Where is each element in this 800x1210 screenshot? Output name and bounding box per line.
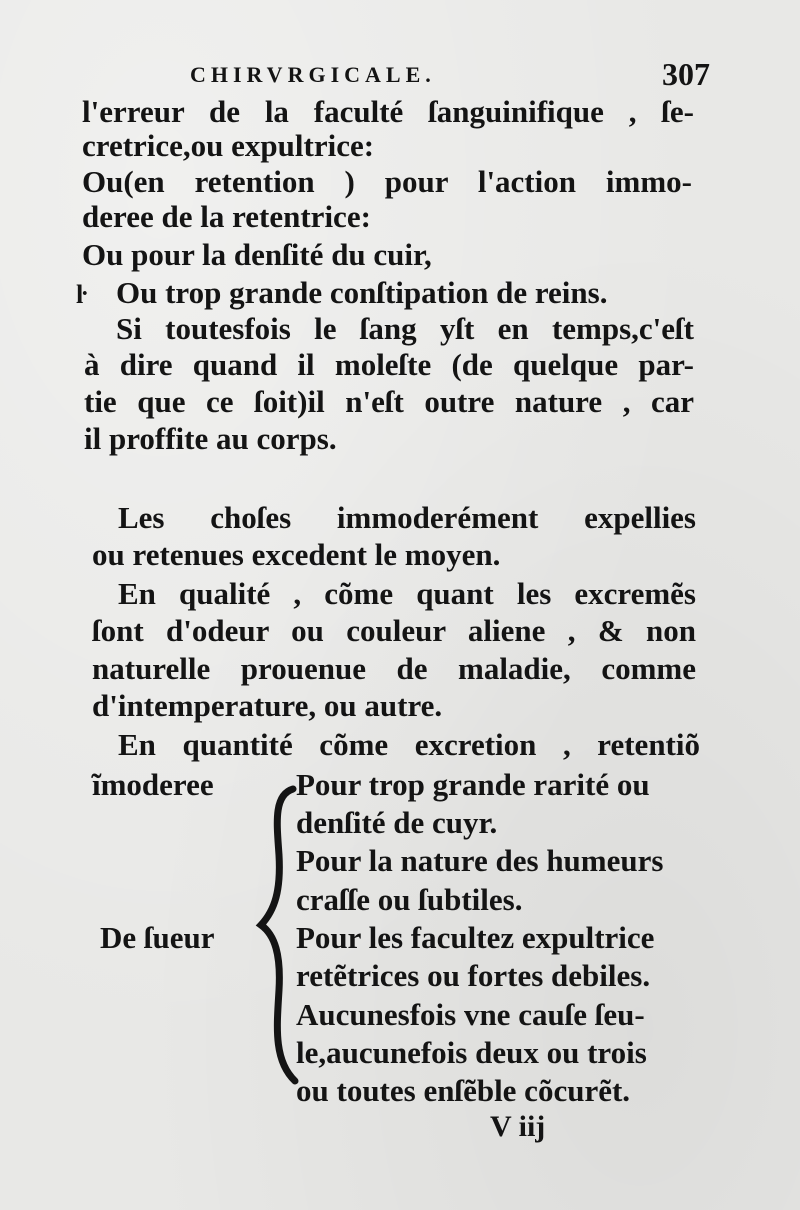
text-line: Ou pour la denſité du cuir,	[82, 237, 432, 272]
bracket-line: craſſe ou ſubtiles.	[296, 882, 523, 917]
text-line: Les choſes immoderément expellies	[118, 500, 696, 535]
bracket-line: le,aucunefois deux ou trois	[296, 1035, 647, 1070]
text-line: l'erreur de la faculté ſanguinifique , ſe-	[82, 94, 694, 129]
page-number: 307	[662, 56, 710, 92]
bracket-line: ou toutes enſẽble cõcurẽt.	[296, 1073, 631, 1108]
text-line: ĩmoderee	[92, 767, 214, 802]
text-line: Ou trop grande conſtipation de reins.	[116, 275, 608, 310]
bracket-line: retẽtrices ou fortes debiles.	[296, 958, 651, 993]
text-line: Ou(en retention ) pour l'action immo-	[82, 164, 692, 199]
text-line: naturelle prouenue de maladie, comme	[92, 651, 696, 686]
page-header	[190, 56, 710, 96]
bracket-label: De ſueur	[100, 920, 215, 955]
bracket-line: Pour la nature des humeurs	[296, 843, 664, 878]
text-line: deree de la retentrice:	[82, 199, 371, 234]
text-line: d'intemperature, ou autre.	[92, 688, 443, 723]
bracket-line: Pour trop grande rarité ou	[296, 767, 650, 802]
margin-mark: ŀ	[76, 280, 87, 309]
text-line: cretrice,ou expultrice:	[82, 128, 375, 163]
bracket-line: denſité de cuyr.	[296, 805, 498, 840]
text-line: ou retenues excedent le moyen.	[92, 537, 501, 572]
running-title: CHIRVRGICALE.	[190, 62, 436, 87]
text-line: En qualité , cõme quant les excremẽs	[118, 576, 696, 611]
signature-mark: V iij	[490, 1110, 546, 1143]
text-line: à dire quand il moleſte (de quelque par-	[84, 347, 694, 382]
text-line: tie que ce ſoit)il n'eſt outre nature , car	[84, 384, 694, 419]
text-line: ſont d'odeur ou couleur aliene , & non	[92, 613, 696, 648]
text-line: il proffite au corps.	[84, 421, 337, 456]
bracket-line: Aucunesfois vne cauſe ſeu-	[296, 997, 645, 1032]
text-line: En quantité cõme excretion , retentiõ	[118, 727, 700, 762]
text-line: Si toutesfois le ſang yſt en temps,c'eſt	[116, 311, 694, 346]
bracket-line: Pour les facultez expultrice	[296, 920, 655, 955]
